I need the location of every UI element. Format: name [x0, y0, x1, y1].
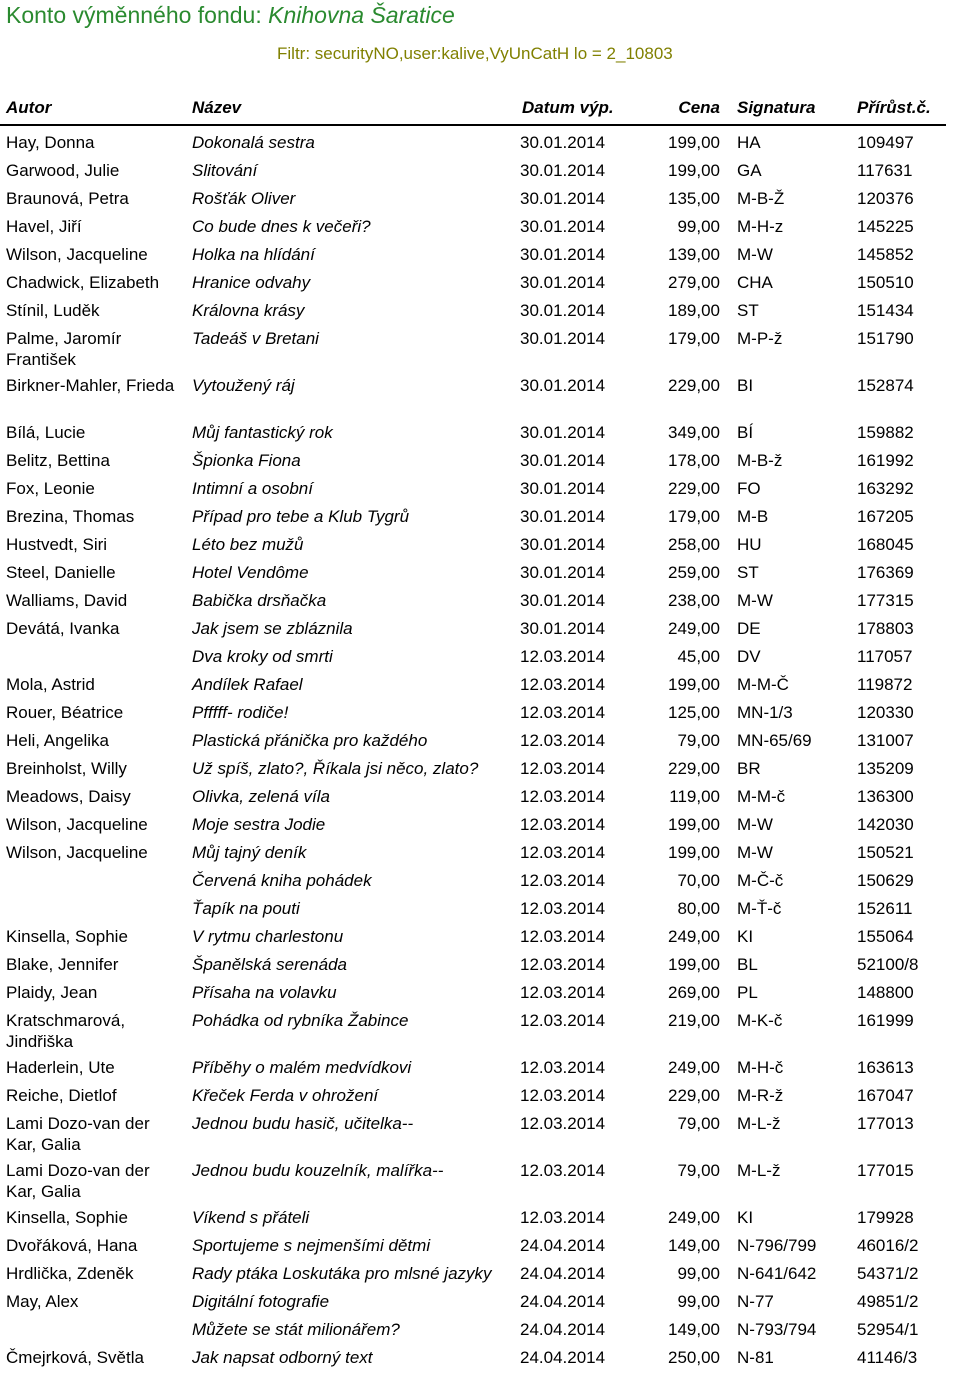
author-cell: Wilson, Jacqueline: [6, 815, 148, 834]
title-cell: Pfffff- rodiče!: [192, 703, 289, 722]
author-cell: Garwood, Julie: [6, 161, 120, 180]
title-cell: Hotel Vendôme: [192, 563, 309, 582]
date-cell: 12.03.2014: [520, 675, 606, 694]
date-cell: 30.01.2014: [520, 133, 606, 152]
author-cell: Rouer, Béatrice: [6, 703, 124, 722]
signature-cell: BR: [737, 759, 761, 778]
date-cell: 12.03.2014: [520, 1058, 606, 1077]
date-cell: 30.01.2014: [520, 423, 606, 442]
title-cell: Jednou budu hasič, učitelka--: [192, 1114, 414, 1133]
title-cell: Digitální fotografie: [192, 1292, 330, 1311]
signature-cell: MN-1/3: [737, 703, 793, 722]
signature-cell: DV: [737, 647, 761, 666]
price-cell: 249,00: [668, 1208, 720, 1227]
title-cell: Léto bez mužů: [192, 535, 304, 554]
author-cell: Heli, Angelika: [6, 731, 110, 750]
title-cell: Co bude dnes k večeři?: [192, 217, 371, 236]
date-cell: 24.04.2014: [520, 1320, 606, 1339]
table-row: [0, 644, 960, 672]
author-cell: Wilson, Jacqueline: [6, 245, 148, 264]
author-cell: Devátá, Ivanka: [6, 619, 120, 638]
author-cell: Čmejrková, Světla: [6, 1348, 144, 1367]
date-cell: 30.01.2014: [520, 535, 606, 554]
author-cell: Kinsella, Sophie: [6, 1208, 128, 1227]
title-cell: Babička drsňačka: [192, 591, 327, 610]
header-prirust: Přírůst.č.: [857, 98, 931, 117]
author-cell: Bílá, Lucie: [6, 423, 86, 442]
date-cell: 12.03.2014: [520, 1161, 606, 1180]
signature-cell: HA: [737, 133, 761, 152]
signature-cell: M-M-č: [737, 787, 786, 806]
date-cell: 12.03.2014: [520, 815, 606, 834]
price-cell: 189,00: [668, 301, 720, 320]
signature-cell: PL: [737, 983, 758, 1002]
table-row: [0, 326, 960, 373]
price-cell: 99,00: [677, 1292, 720, 1311]
accession-number-cell: 167047: [857, 1086, 914, 1105]
title-cell: Přísaha na volavku: [192, 983, 337, 1002]
date-cell: 30.01.2014: [520, 273, 606, 292]
accession-number-cell: 52954/1: [857, 1320, 919, 1339]
signature-cell: M-L-ž: [737, 1161, 781, 1180]
table-row: [0, 1289, 960, 1317]
date-cell: 30.01.2014: [520, 619, 606, 638]
table-row: [0, 700, 960, 728]
signature-cell: M-B: [737, 507, 769, 526]
price-cell: 219,00: [668, 1011, 720, 1030]
title-cell: Můj tajný deník: [192, 843, 307, 862]
date-cell: 24.04.2014: [520, 1264, 606, 1283]
table-row: [0, 1111, 960, 1158]
date-cell: 24.04.2014: [520, 1348, 606, 1367]
table-row: [0, 560, 960, 588]
date-cell: 30.01.2014: [520, 217, 606, 236]
date-cell: 30.01.2014: [520, 479, 606, 498]
author-cell: Blake, Jennifer: [6, 955, 119, 974]
accession-number-cell: 119872: [857, 675, 913, 694]
table-body: [0, 130, 960, 1373]
table-row: [0, 476, 960, 504]
header-autor: Autor: [6, 98, 52, 117]
accession-number-cell: 161992: [857, 451, 914, 470]
price-cell: 139,00: [668, 245, 720, 264]
date-cell: 12.03.2014: [520, 787, 606, 806]
title-cell: Rošťák Oliver: [192, 189, 296, 208]
title-prefix: Konto výměnného fondu:: [6, 2, 262, 28]
accession-number-cell: 161999: [857, 1011, 914, 1030]
accession-number-cell: 150521: [857, 843, 914, 862]
signature-cell: ST: [737, 301, 759, 320]
signature-cell: M-B-ž: [737, 451, 783, 470]
table-row: [0, 952, 960, 980]
table-row: [0, 588, 960, 616]
table-row: [0, 1317, 960, 1345]
accession-number-cell: 142030: [857, 815, 914, 834]
date-cell: 12.03.2014: [520, 899, 606, 918]
signature-cell: N-793/794: [737, 1320, 817, 1339]
date-cell: 30.01.2014: [520, 591, 606, 610]
accession-number-cell: 131007: [857, 731, 914, 750]
date-cell: 12.03.2014: [520, 1011, 606, 1030]
author-cell: Walliams, David: [6, 591, 128, 610]
signature-cell: M-W: [737, 843, 773, 862]
signature-cell: M-Ť-č: [737, 899, 782, 918]
table-row: [0, 130, 960, 158]
accession-number-cell: 151434: [857, 301, 914, 320]
title-cell: Dokonalá sestra: [192, 133, 315, 152]
price-cell: 258,00: [668, 535, 720, 554]
author-cell: Reiche, Dietlof: [6, 1086, 117, 1105]
author-cell: Chadwick, Elizabeth: [6, 273, 160, 292]
signature-cell: GA: [737, 161, 762, 180]
table-row: [0, 448, 960, 476]
price-cell: 279,00: [668, 273, 720, 292]
accession-number-cell: 177015: [857, 1161, 914, 1180]
title-cell: Královna krásy: [192, 301, 305, 320]
price-cell: 229,00: [668, 1086, 720, 1105]
accession-number-cell: 145225: [857, 217, 914, 236]
signature-cell: FO: [737, 479, 761, 498]
signature-cell: M-Č-č: [737, 871, 784, 890]
signature-cell: N-81: [737, 1348, 774, 1367]
table-row: [0, 270, 960, 298]
title-cell: Příběhy o malém medvídkovi: [192, 1058, 412, 1077]
signature-cell: DE: [737, 619, 761, 638]
date-cell: 24.04.2014: [520, 1292, 606, 1311]
author-cell: Havel, Jiří: [6, 217, 82, 236]
price-cell: 199,00: [668, 161, 720, 180]
signature-cell: M-W: [737, 591, 773, 610]
title-cell: Křeček Ferda v ohrožení: [192, 1086, 379, 1105]
table-row: [0, 1055, 960, 1083]
price-cell: 70,00: [677, 871, 720, 890]
author-cell: Hustvedt, Siri: [6, 535, 108, 554]
author-cell: Stínil, Luděk: [6, 301, 100, 320]
signature-cell: M-W: [737, 245, 773, 264]
author-cell: Plaidy, Jean: [6, 983, 98, 1002]
table-row: [0, 1233, 960, 1261]
price-cell: 119,00: [669, 787, 720, 806]
price-cell: 149,00: [668, 1236, 720, 1255]
price-cell: 199,00: [668, 133, 720, 152]
date-cell: 30.01.2014: [520, 563, 606, 582]
price-cell: 79,00: [677, 1114, 720, 1133]
title-cell: Rady ptáka Loskutáka pro mlsné jazyky: [192, 1264, 492, 1283]
accession-number-cell: 120330: [857, 703, 914, 722]
table-row: [0, 672, 960, 700]
accession-number-cell: 46016/2: [857, 1236, 919, 1255]
date-cell: 12.03.2014: [520, 647, 606, 666]
price-cell: 199,00: [668, 955, 720, 974]
author-cell: Birkner-Mahler, Frieda: [6, 376, 175, 395]
signature-cell: N-796/799: [737, 1236, 817, 1255]
table-row: [0, 1261, 960, 1289]
signature-cell: M-P-ž: [737, 329, 783, 348]
signature-cell: N-77: [737, 1292, 774, 1311]
table-row: [0, 1158, 960, 1205]
accession-number-cell: 109497: [857, 133, 914, 152]
signature-cell: HU: [737, 535, 762, 554]
table-row: [0, 924, 960, 952]
table-row: [0, 616, 960, 644]
price-cell: 178,00: [668, 451, 720, 470]
accession-number-cell: 155064: [857, 927, 914, 946]
author-cell: Dvořáková, Hana: [6, 1236, 138, 1255]
accession-number-cell: 177315: [857, 591, 914, 610]
signature-cell: BÍ: [737, 423, 754, 442]
filter-text: Filtr: securityNO,user:kalive,VyUnCatH lo = 2_10803: [277, 44, 673, 63]
accession-number-cell: 54371/2: [857, 1264, 919, 1283]
signature-cell: MN-65/69: [737, 731, 812, 750]
table-row: [0, 298, 960, 326]
signature-cell: M-B-Ž: [737, 189, 785, 208]
price-cell: 249,00: [668, 1058, 720, 1077]
author-cell: Steel, Danielle: [6, 563, 116, 582]
title-cell: Holka na hlídání: [192, 245, 315, 264]
date-cell: 30.01.2014: [520, 329, 606, 348]
date-cell: 12.03.2014: [520, 955, 606, 974]
price-cell: 125,00: [668, 703, 720, 722]
page-title: [6, 2, 455, 29]
date-cell: 12.03.2014: [520, 871, 606, 890]
accession-number-cell: 163613: [857, 1058, 914, 1077]
header-signatura: Signatura: [737, 98, 816, 117]
accession-number-cell: 176369: [857, 563, 914, 582]
date-cell: 30.01.2014: [520, 451, 606, 470]
library-name: Knihovna Šaratice: [268, 2, 455, 28]
title-cell: Plastická přánička pro každého: [192, 731, 428, 750]
accession-number-cell: 168045: [857, 535, 914, 554]
title-cell: Jednou budu kouzelník, malířka--: [192, 1161, 444, 1180]
date-cell: 30.01.2014: [520, 376, 606, 395]
table-row: [0, 242, 960, 270]
author-cell: Hay, Donna: [6, 133, 95, 152]
author-cell: Lami Dozo-van der Kar, Galia: [6, 1114, 150, 1154]
date-cell: 12.03.2014: [520, 983, 606, 1002]
signature-cell: M-K-č: [737, 1011, 783, 1030]
signature-cell: BI: [737, 376, 754, 395]
date-cell: 30.01.2014: [520, 507, 606, 526]
signature-cell: KI: [737, 927, 754, 946]
title-cell: Andílek Rafael: [192, 675, 303, 694]
author-cell: Kinsella, Sophie: [6, 927, 128, 946]
date-cell: 12.03.2014: [520, 731, 606, 750]
signature-cell: CHA: [737, 273, 773, 292]
date-cell: 30.01.2014: [520, 245, 606, 264]
price-cell: 79,00: [677, 731, 720, 750]
title-cell: Můžete se stát milionářem?: [192, 1320, 400, 1339]
accession-number-cell: 150629: [857, 871, 914, 890]
accession-number-cell: 178803: [857, 619, 914, 638]
signature-cell: ST: [737, 563, 759, 582]
author-cell: Breinholst, Willy: [6, 759, 127, 778]
signature-cell: KI: [737, 1208, 754, 1227]
accession-number-cell: 159882: [857, 423, 914, 442]
signature-cell: M-L-ž: [737, 1114, 781, 1133]
table-row: [0, 784, 960, 812]
author-cell: Lami Dozo-van der Kar, Galia: [6, 1161, 150, 1201]
accession-number-cell: 145852: [857, 245, 914, 264]
accession-number-cell: 163292: [857, 479, 914, 498]
table-row: [0, 868, 960, 896]
signature-cell: N-641/642: [737, 1264, 817, 1283]
table-row: [0, 158, 960, 186]
title-cell: Dva kroky od smrti: [192, 647, 333, 666]
table-row: [0, 420, 960, 448]
table-row: [0, 1008, 960, 1055]
author-cell: Belitz, Bettina: [6, 451, 110, 470]
author-cell: Brezina, Thomas: [6, 507, 135, 526]
author-cell: Fox, Leonie: [6, 479, 95, 498]
title-cell: Vytoužený ráj: [192, 376, 295, 395]
accession-number-cell: 177013: [857, 1114, 914, 1133]
signature-cell: M-W: [737, 815, 773, 834]
price-cell: 99,00: [677, 1264, 720, 1283]
signature-cell: M-M-Č: [737, 675, 789, 694]
signature-cell: BL: [737, 955, 758, 974]
title-cell: Jak jsem se zbláznila: [192, 619, 353, 638]
price-cell: 238,00: [668, 591, 720, 610]
title-cell: Pohádka od rybníka Žabince: [192, 1011, 409, 1030]
table-row: [0, 214, 960, 242]
price-cell: 149,00: [668, 1320, 720, 1339]
title-cell: Červená kniha pohádek: [192, 871, 372, 890]
table-row: [0, 373, 960, 420]
accession-number-cell: 49851/2: [857, 1292, 919, 1311]
date-cell: 12.03.2014: [520, 1208, 606, 1227]
header-datum: Datum výp.: [522, 98, 614, 117]
title-cell: Špionka Fiona: [192, 451, 301, 470]
title-cell: Ťapík na pouti: [192, 899, 300, 918]
price-cell: 250,00: [668, 1348, 720, 1367]
price-cell: 229,00: [668, 759, 720, 778]
table-row: [0, 980, 960, 1008]
price-cell: 199,00: [668, 843, 720, 862]
accession-number-cell: 148800: [857, 983, 914, 1002]
date-cell: 12.03.2014: [520, 843, 606, 862]
title-cell: Tadeáš v Bretani: [192, 329, 319, 348]
accession-number-cell: 179928: [857, 1208, 914, 1227]
date-cell: 30.01.2014: [520, 189, 606, 208]
accession-number-cell: 41146/3: [857, 1348, 918, 1367]
title-cell: Už spíš, zlato?, Říkala jsi něco, zlato?: [192, 759, 479, 778]
price-cell: 80,00: [677, 899, 720, 918]
accession-number-cell: 117057: [857, 647, 913, 666]
accession-number-cell: 167205: [857, 507, 914, 526]
title-cell: Španělská serenáda: [192, 955, 348, 974]
accession-number-cell: 52100/8: [857, 955, 919, 974]
author-cell: May, Alex: [6, 1292, 79, 1311]
table-row: [0, 1083, 960, 1111]
author-cell: Haderlein, Ute: [6, 1058, 115, 1077]
title-cell: Jak napsat odborný text: [192, 1348, 373, 1367]
price-cell: 249,00: [668, 619, 720, 638]
table-row: [0, 728, 960, 756]
accession-number-cell: 152611: [857, 899, 913, 918]
table-row: [0, 896, 960, 924]
accession-number-cell: 136300: [857, 787, 914, 806]
date-cell: 30.01.2014: [520, 301, 606, 320]
accession-number-cell: 152874: [857, 376, 914, 395]
table-row: [0, 840, 960, 868]
accession-number-cell: 151790: [857, 329, 914, 348]
price-cell: 179,00: [668, 329, 720, 348]
price-cell: 229,00: [668, 479, 720, 498]
title-cell: Moje sestra Jodie: [192, 815, 326, 834]
price-cell: 99,00: [677, 217, 720, 236]
price-cell: 229,00: [668, 376, 720, 395]
title-cell: Intimní a osobní: [192, 479, 313, 498]
price-cell: 349,00: [668, 423, 720, 442]
table-row: [0, 504, 960, 532]
signature-cell: M-H-č: [737, 1058, 784, 1077]
table-header: [0, 96, 946, 126]
title-cell: Můj fantastický rok: [192, 423, 333, 442]
price-cell: 135,00: [668, 189, 720, 208]
table-row: [0, 1205, 960, 1233]
title-cell: Sportujeme s nejmenšími dětmi: [192, 1236, 431, 1255]
price-cell: 259,00: [668, 563, 720, 582]
author-cell: Meadows, Daisy: [6, 787, 131, 806]
price-cell: 249,00: [668, 927, 720, 946]
author-cell: Hrdlička, Zdeněk: [6, 1264, 134, 1283]
header-nazev: Název: [192, 98, 242, 117]
title-cell: Případ pro tebe a Klub Tygrů: [192, 507, 410, 526]
price-cell: 45,00: [677, 647, 720, 666]
title-cell: Víkend s přáteli: [192, 1208, 310, 1227]
table-row: [0, 756, 960, 784]
title-cell: Slitování: [192, 161, 258, 180]
signature-cell: M-H-z: [737, 217, 784, 236]
date-cell: 12.03.2014: [520, 1114, 606, 1133]
price-cell: 79,00: [677, 1161, 720, 1180]
price-cell: 179,00: [668, 507, 720, 526]
accession-number-cell: 120376: [857, 189, 914, 208]
title-cell: Hranice odvahy: [192, 273, 311, 292]
price-cell: 199,00: [668, 675, 720, 694]
date-cell: 24.04.2014: [520, 1236, 606, 1255]
author-cell: Kratschmarová, Jindřiška: [6, 1011, 126, 1051]
table-row: [0, 186, 960, 214]
date-cell: 12.03.2014: [520, 703, 606, 722]
accession-number-cell: 135209: [857, 759, 914, 778]
table-row: [0, 812, 960, 840]
table-row: [0, 532, 960, 560]
title-cell: Olivka, zelená víla: [192, 787, 330, 806]
author-cell: Wilson, Jacqueline: [6, 843, 148, 862]
author-cell: Mola, Astrid: [6, 675, 95, 694]
accession-number-cell: 150510: [857, 273, 914, 292]
date-cell: 12.03.2014: [520, 927, 606, 946]
price-cell: 199,00: [668, 815, 720, 834]
date-cell: 12.03.2014: [520, 759, 606, 778]
price-cell: 269,00: [668, 983, 720, 1002]
header-cena: Cena: [678, 98, 720, 117]
table-row: [0, 1345, 960, 1373]
author-cell: Palme, Jaromír František: [6, 329, 122, 369]
date-cell: 30.01.2014: [520, 161, 606, 180]
author-cell: Braunová, Petra: [6, 189, 129, 208]
signature-cell: M-R-ž: [737, 1086, 784, 1105]
accession-number-cell: 117631: [857, 161, 913, 180]
date-cell: 12.03.2014: [520, 1086, 606, 1105]
title-cell: V rytmu charlestonu: [192, 927, 344, 946]
